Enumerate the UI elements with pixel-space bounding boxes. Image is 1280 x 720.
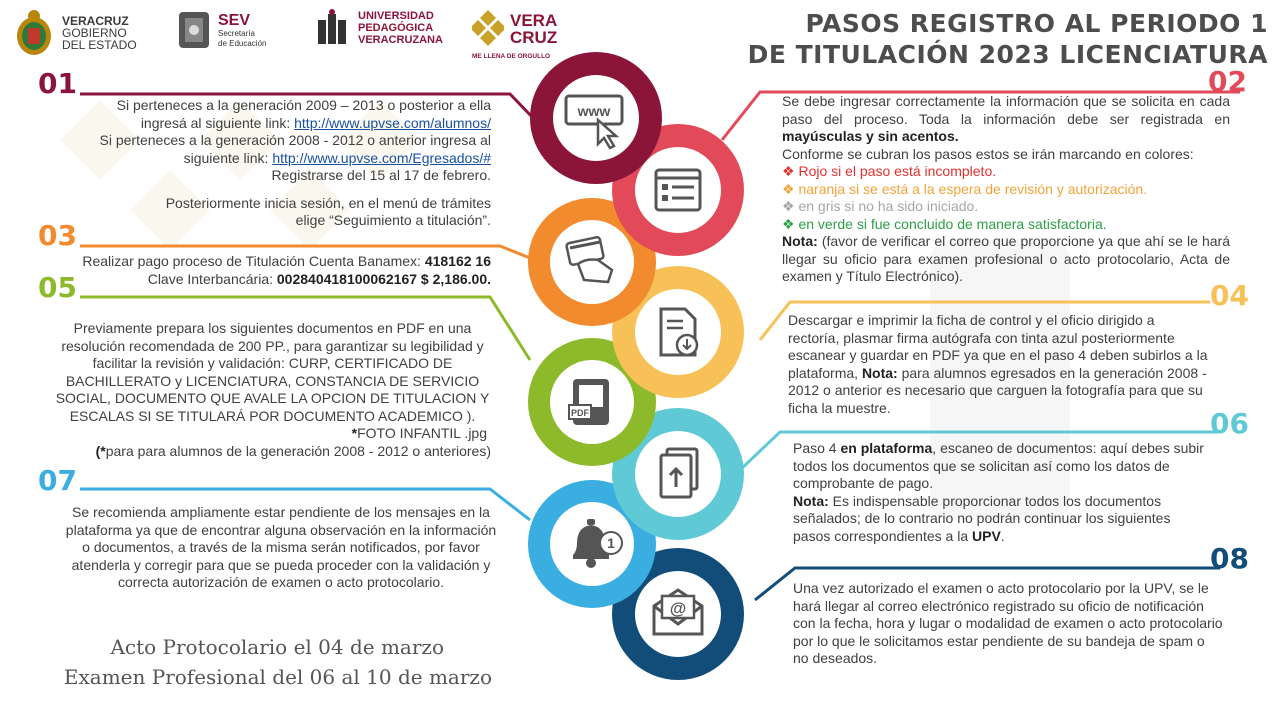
step-number-02: 02 [1208, 65, 1247, 98]
logo1-line3: DEL ESTADO [62, 38, 137, 52]
logo3-line2: PEDAGÓGICA [358, 22, 434, 34]
badge-label: 1 [607, 535, 615, 551]
www-browser-icon [562, 90, 632, 150]
step-05-photo: FOTO INFANTIL .jpg [357, 425, 487, 441]
step-01-text [60, 97, 491, 230]
logo3-line3: VERACRUZANA [358, 34, 443, 46]
step-03-clabe-label: Clave Interbancária: [147, 270, 277, 287]
form-window-icon [653, 167, 703, 213]
pdf-scan-icon [567, 375, 617, 429]
notification-bell-icon [563, 515, 627, 571]
step-04-note: para alumnos egresados en la generación 2008 - 2012 o anterior es necesario que carguen la fotografía para que su ficha la muestre. [788, 364, 1207, 416]
bullet-green-icon: ❖ [782, 215, 795, 232]
at-label: @ [669, 599, 687, 618]
step-number-04: 04 [1210, 279, 1249, 312]
step-number-01: 01 [38, 67, 77, 100]
egresados-link[interactable]: http://www.upvse.com/Egresados/# [272, 149, 491, 166]
step-08-text [793, 580, 1223, 668]
logo3-line1: UNIVERSIDAD [358, 10, 434, 22]
logo2-line3: de Educación [218, 38, 267, 48]
logo2-line1: SEV [218, 11, 251, 29]
upload-document-icon [657, 447, 703, 501]
step-06-note-end: . [1000, 527, 1005, 544]
step-08-body: Una vez autorizado el examen o acto protocolario por la UPV, se le hará llegar al correo electrónico registrado su oficio de notificación con la fecha, hora y lugar o modalidad de examen o acto protocolario por lo que le solicitamos estar pendiente de su bandeja de spam o no deseados. [793, 580, 1223, 666]
step-02-note: (favor de verificar el correo que proporcione ya que ahí se le hará llegar su oficio para examen profesional o acto protocolario, Acta de examen y Título Electrónico). [782, 233, 1230, 284]
step-06-intro-c: , escaneo de documentos: aquí debes subir todos los documentos que se solicitan así como los datos de comprobante de pago. [793, 440, 1204, 491]
step-02-intro: Se debe ingresar correctamente la información que se solicita en cada paso del proceso. Toda la información debe ser registrada en [782, 93, 1230, 127]
bullet-orange-icon: ❖ [782, 180, 795, 197]
exam-dates: Examen Profesional del 06 al 10 de marzo [63, 665, 492, 689]
logo1-line1: VERACRUZ [62, 14, 129, 28]
step-06-note-label: Nota: [793, 492, 829, 509]
step-05-photo-star: * [351, 425, 358, 441]
status-green-item [782, 216, 1230, 234]
logo1-line2: GOBIERNO [62, 26, 127, 40]
step-number-06: 06 [1210, 407, 1249, 440]
logo2-line2: Secretaría [218, 28, 255, 38]
step-07-text [64, 504, 498, 592]
step-01-line1: Si perteneces a la generación 2009 – 2013 o posterior a ella [116, 97, 491, 113]
step-03-account: 418162 16 [424, 253, 491, 269]
ceremony-date: Acto Protocolario el 04 de marzo [110, 635, 444, 659]
card-payment-icon [564, 236, 620, 286]
step-06-intro-a: Paso 4 [793, 440, 841, 456]
step-01-line7: elige “Seguimiento a titulación”. [295, 212, 491, 228]
step-04-text [788, 312, 1208, 417]
step-04-body: Descargar e imprimir la ficha de control y el oficio dirigido a rectoría, plasmar firma autógrafa con tinta azul posteriormente escanear y guardar en PDF ya que en el paso 4 deben subirlos a la plataforma, [788, 312, 1208, 381]
pdf-label: PDF [571, 408, 589, 418]
alumnos-link[interactable]: http://www.upvse.com/alumnos/ [294, 114, 491, 131]
step-05-note: para para alumnos de la generación 2008 - 2012 o anteriores) [105, 442, 491, 459]
step-02-note-label: Nota: [782, 233, 818, 249]
key-dates [40, 632, 492, 692]
step-07-body: Se recomienda ampliamente estar pendiente de los mensajes en la plataforma ya que de encontrar alguna observación en la información o documentos, a través de la misma serán notificados, por favor atenderla y corregir para que se pueda proceder con la validación y correcta autorización de examen o acto protocolario. [65, 504, 497, 590]
status-green-label: en verde si fue concluido de manera satisfactoria. [798, 215, 1107, 232]
status-orange-item [782, 181, 1230, 199]
step-05-note-star: (* [95, 442, 106, 459]
title-line2: DE TITULACIÓN 2023 LICENCIATURA [747, 40, 1268, 69]
status-gray-label: en gris si no ha sido iniciado. [798, 198, 979, 214]
step-number-08: 08 [1210, 542, 1249, 575]
bullet-gray-icon: ❖ [782, 198, 795, 214]
step-04-note-label: Nota: [861, 364, 898, 381]
step-number-05: 05 [38, 271, 77, 304]
step-01-line6: Posteriormente inicia sesión, en el menú de trámites [165, 194, 491, 211]
step-05-text [54, 320, 491, 460]
logo4-tagline: ME LLENA DE ORGULLO [472, 53, 551, 60]
status-gray-item [782, 198, 1230, 216]
www-label: www [577, 103, 611, 119]
step-05-body: Previamente prepara los siguientes documentos en PDF en una resolución recomendada de 200 PP., para garantizar su legibilidad y facilitar la revisión y validación: CURP, CERTIFICADO DE BACHILLERATO y LICENCIATURA, CONSTANCIA DE SERVICIO SOCIAL, DOCUMENTO QUE AVALE LA OPCION DE TITULACION Y ESCALAS SI SE TITULARÁ POR DOCUMENTO ACADEMICO ). [55, 320, 490, 424]
step-01-line3: Si perteneces a la generación 2008 - 2012 o anterior ingresa al [99, 132, 491, 148]
status-red-item [782, 163, 1230, 181]
download-document-icon [655, 305, 701, 359]
step-02-text [782, 93, 1230, 286]
step-06-text [793, 440, 1205, 545]
status-red-label: Rojo si el paso está incompleto. [798, 163, 997, 179]
step-01-line5: Registrarse del 15 al 17 de febrero. [271, 167, 491, 183]
status-orange-label: naranja si se está a la espera de revisión y autorización. [798, 180, 1148, 197]
email-at-icon [650, 586, 706, 638]
step-06-note: Es indispensable proporcionar todos los documentos señalados; de lo contrario no podrán continuar los siguientes pasos correspondientes a la [793, 492, 1171, 544]
step-number-07: 07 [38, 464, 77, 497]
step-06-upv: UPV [972, 527, 1001, 544]
step-03-account-label: Realizar pago proceso de Titulación Cuenta Banamex: [82, 253, 425, 269]
step-03-text [60, 253, 491, 288]
logo4-line2: CRUZ [510, 28, 558, 47]
step-02-colors-intro: Conforme se cubran los pasos estos se irán marcando en colores: [782, 145, 1194, 162]
step-02-uppercase: mayúsculas y sin acentos. [782, 128, 959, 144]
logo4-line1: VERA [510, 11, 558, 30]
bullet-red-icon: ❖ [782, 163, 795, 179]
title-line1: PASOS REGISTRO AL PERIODO 1 [805, 9, 1268, 38]
step-03-clabe: 002840418100062167 $ 2,186.00. [276, 270, 491, 287]
step-01-line2: ingresá al siguiente link: [140, 114, 295, 131]
step-01-line4: siguiente link: [183, 149, 273, 166]
step-number-03: 03 [38, 219, 77, 252]
step-06-platform: en plataforma [840, 440, 933, 456]
